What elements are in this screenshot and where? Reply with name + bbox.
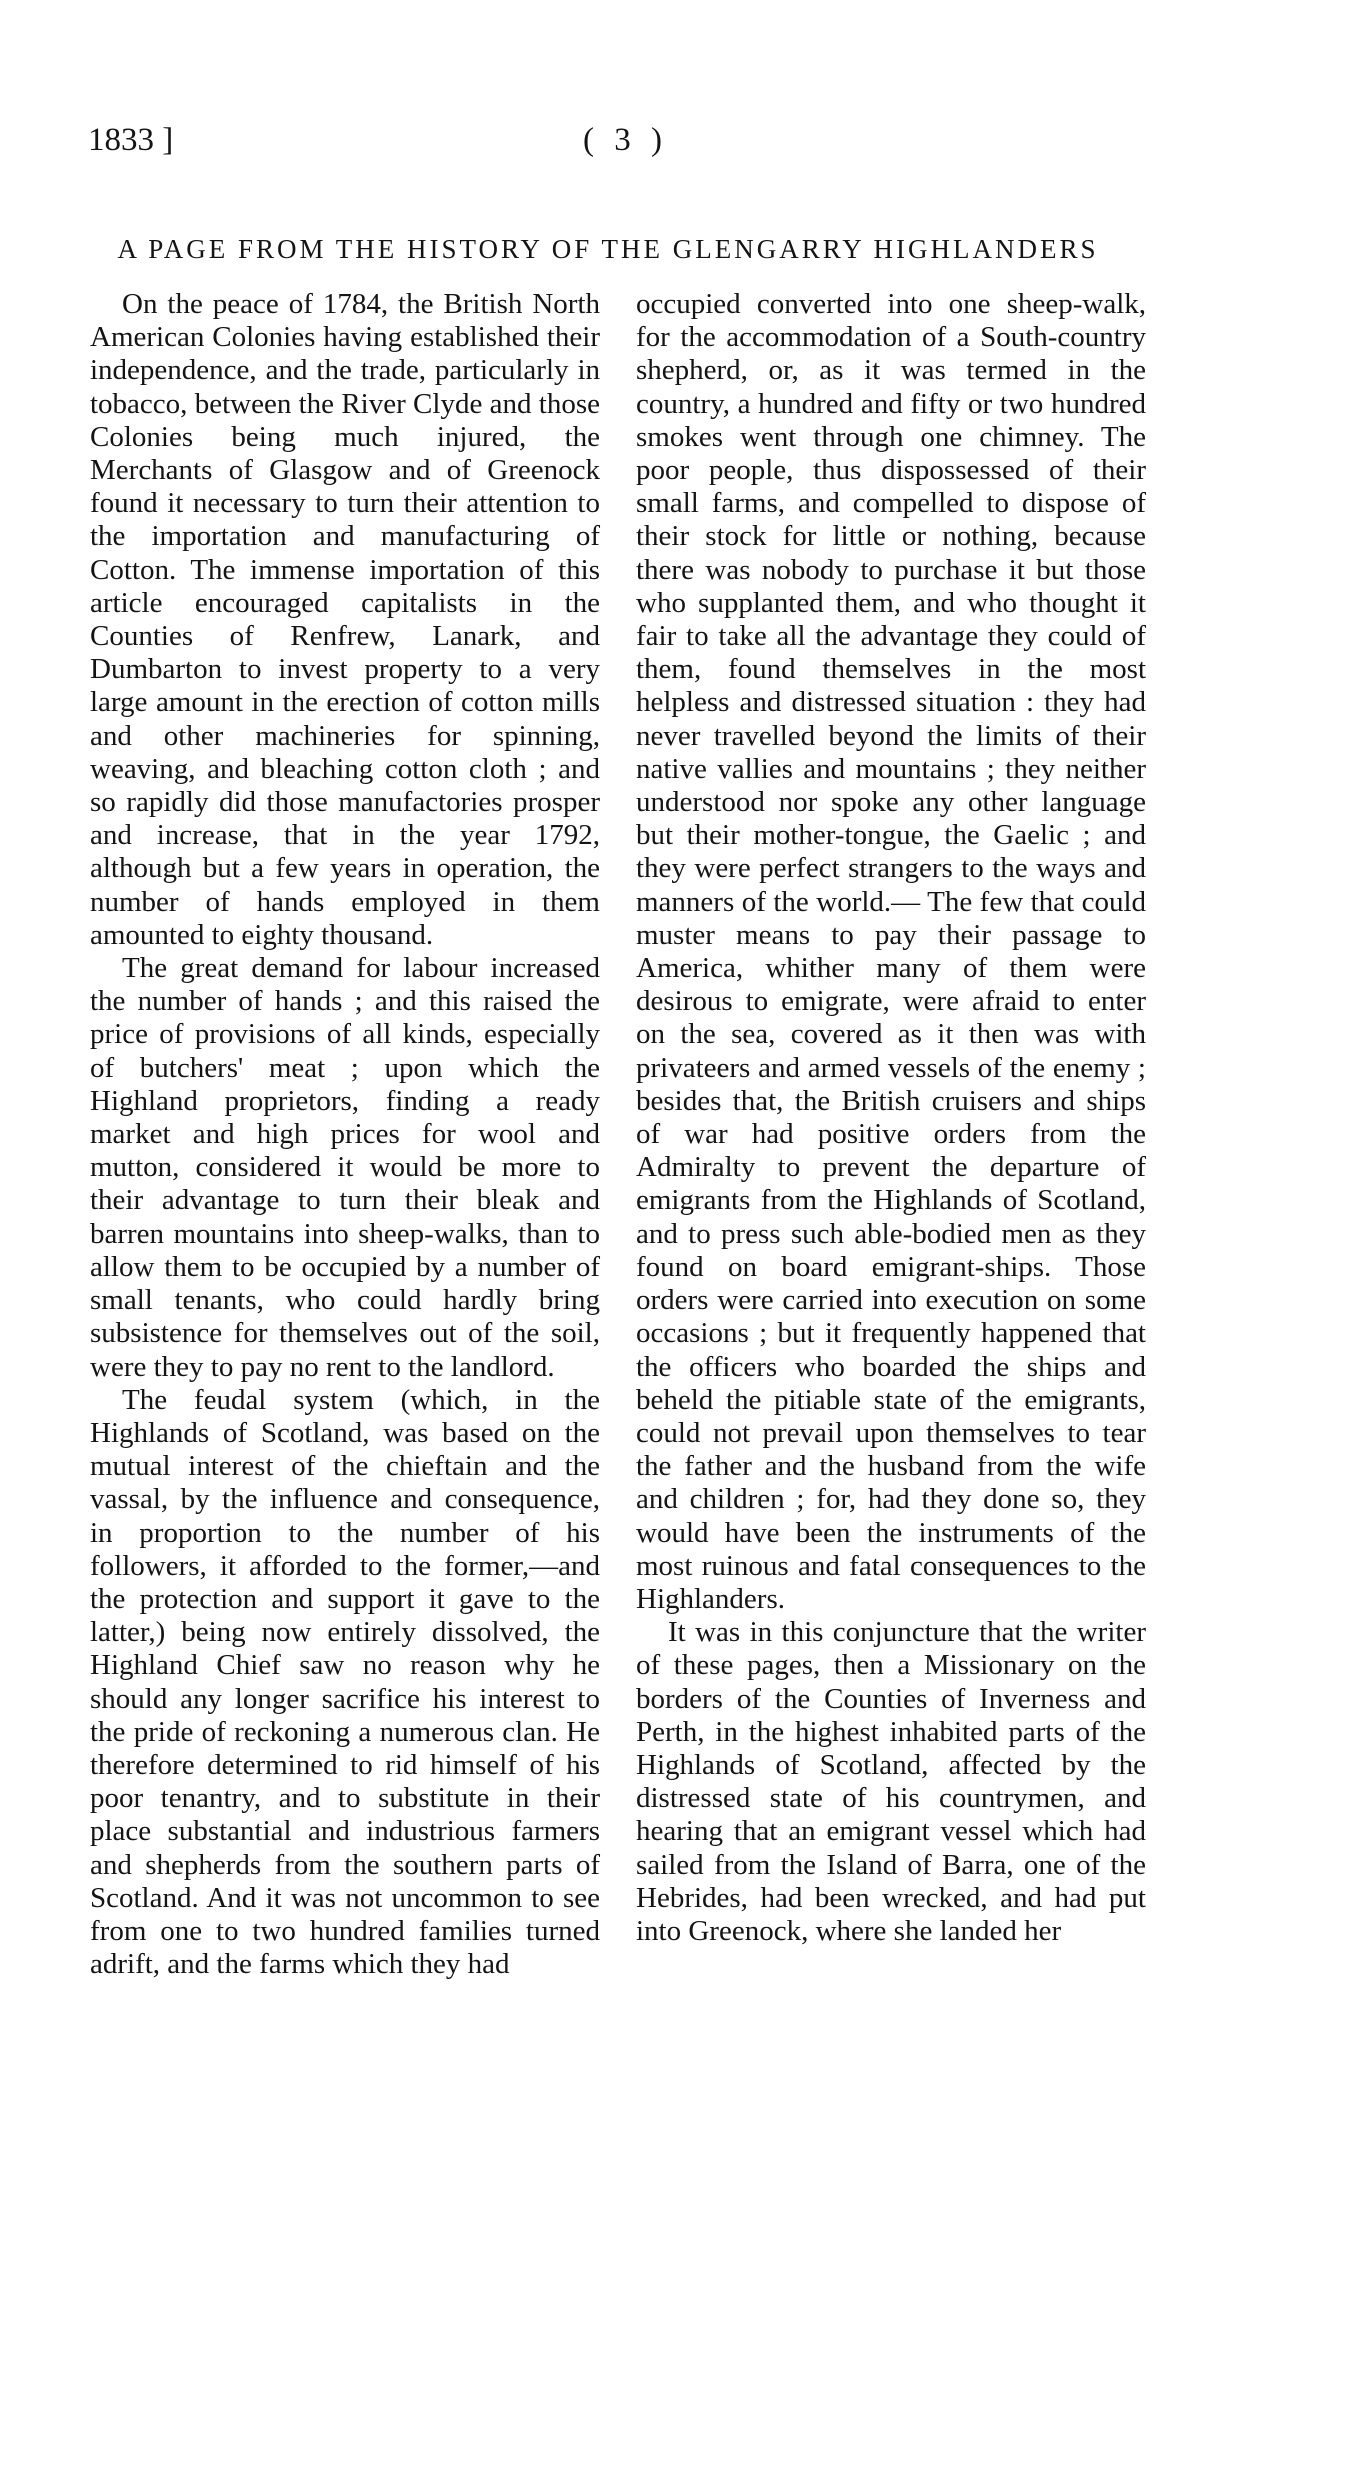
page-number: ( 3 ) xyxy=(583,122,668,158)
right-column xyxy=(636,288,1146,1948)
paragraph: The feudal system (which, in the Highlands of Scotland, was based on the mutual interest of the chieftain and the vassal, by the influence and consequence, in proportion to the number of his followers, it afforded to the former,—and the protection and support it gave to the latter,) being now entirely dissolved, the Highland Chief saw no reason why he should any longer sacrifice his interest to the pride of reckoning a numerous clan. He therefore determined to rid himself of his poor tenantry, and to substitute in their place substantial and industrious farmers and shepherds from the southern parts of Scotland. And it was not uncommon to see from one to two hundred families turned adrift, and the farms which they had xyxy=(90,1383,600,1981)
paragraph-continued: occupied converted into one sheep-walk, for the accommodation of a South-country shepherd, or, as it was termed in the country, a hundred and fifty or two hundred smokes went through one chimney. The poor people, thus dispossessed of their small farms, and compelled to dispose of their stock for little or nothing, because there was nobody to purchase it but those who supplanted them, and who thought it fair to take all the advantage they could of them, found themselves in the most helpless and distressed situation : they had never travelled beyond the limits of their native vallies and mountains ; they neither understood nor spoke any other language but their mother-tongue, the Gaelic ; and they were perfect strangers to the ways and manners of the world.— The few that could muster means to pay their passage to America, whither many of them were desirous to emigrate, were afraid to enter on the sea, covered as it then was with privateers and armed vessels of the enemy ; besides that, the British cruisers and ships of war had positive orders from the Admiralty to prevent the departure of emigrants from the Highlands of Scotland, and to press such able-bodied men as they found on board emigrant-ships. Those orders were carried into execution on some occasions ; but it frequently happened that the officers who boarded the ships and beheld the pitiable state of the emigrants, could not prevail upon themselves to tear the father and the husband from the wife and children ; for, had they done so, they would have been the instruments of the most ruinous and fatal consequences to the Highlanders. xyxy=(636,288,1146,1615)
header-year: 1833 ] xyxy=(88,122,174,158)
running-head xyxy=(88,122,1128,170)
article-title: A PAGE FROM THE HISTORY OF THE GLENGARRY HIGHLANDERS xyxy=(117,234,1099,264)
paragraph: The great demand for labour increased the number of hands ; and this raised the price of provisions of all kinds, especially of butchers' meat ; upon which the Highland proprietors, finding a ready market and high prices for wool and mutton, considered it would be more to their advantage to turn their bleak and barren mountains into sheep-walks, than to allow them to be occupied by a number of small tenants, who could hardly bring subsistence for themselves out of the soil, were they to pay no rent to the landlord. xyxy=(90,952,600,1383)
left-column xyxy=(90,288,600,1981)
paragraph: On the peace of 1784, the British North American Colonies having established their independence, and the trade, particularly in tobacco, between the River Clyde and those Colonies being much injured, the Merchants of Glasgow and of Greenock found it necessary to turn their attention to the importation and manufacturing of Cotton. The immense importation of this article encouraged capitalists in the Counties of Renfrew, Lanark, and Dumbarton to invest property to a very large amount in the erection of cotton mills and other machineries for spinning, weaving, and bleaching cotton cloth ; and so rapidly did those manufactories prosper and increase, that in the year 1792, although but a few years in operation, the number of hands employed in them amounted to eighty thousand. xyxy=(90,288,600,951)
paragraph: It was in this conjuncture that the writer of these pages, then a Missionary on the borders of the Counties of Inverness and Perth, in the highest inhabited parts of the Highlands of Scotland, affected by the distressed state of his countrymen, and hearing that an emigrant vessel which had sailed from the Island of Barra, one of the Hebrides, had been wrecked, and had put into Greenock, where she landed her xyxy=(636,1616,1146,1947)
